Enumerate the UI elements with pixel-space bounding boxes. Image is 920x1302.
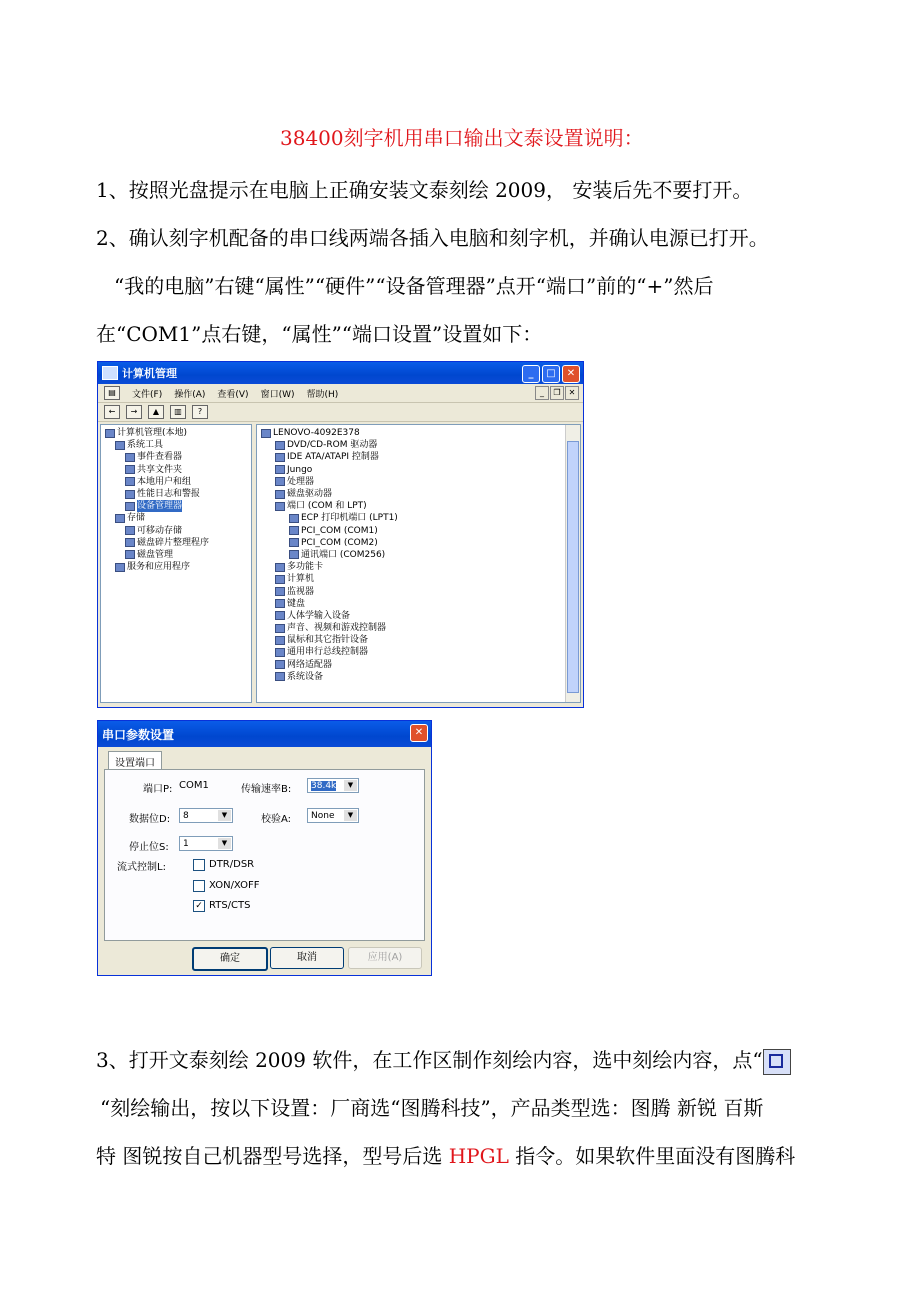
node-icon [125,477,135,486]
device-tree-item[interactable] [261,525,398,537]
device-icon [275,648,285,657]
device-tree-label: 人体学输入设备 [287,610,351,621]
device-tree-item[interactable] [261,427,398,439]
device-tree-label: 鼠标和其它指针设备 [287,635,369,646]
device-tree-item[interactable] [261,488,398,500]
device-tree-scrollbar[interactable] [565,425,580,702]
step-3-detail-2 [96,1140,795,1169]
port-value: COM1 [179,780,209,791]
device-icon [275,660,285,669]
device-tree-item[interactable] [261,500,398,512]
hpgl-highlight: HPGL [448,1144,509,1168]
node-icon [125,526,135,535]
step-3-detail-2-pre: 特 图锐按自己机器型号选择，型号后选 [96,1144,449,1168]
dialog-close-button[interactable]: ✕ [410,724,428,742]
step-2: 2、确认刻字机配备的串口线两端各插入电脑和刻字机，并确认电源已打开。 [96,226,769,250]
device-tree-item[interactable] [261,561,398,573]
device-tree-item[interactable] [261,512,398,524]
chevron-down-icon: ▼ [344,780,357,791]
minimize-button[interactable]: _ [522,365,540,383]
node-icon [105,429,115,438]
mdi-minimize-button[interactable]: _ [535,386,549,400]
dialog-title: 串口参数设置 [102,727,175,742]
device-tree-label: IDE ATA/ATAPI 控制器 [287,452,379,463]
device-tree-label: 声音、视频和游戏控制器 [287,623,387,634]
node-icon [125,490,135,499]
device-tree-item[interactable] [261,537,398,549]
mdi-restore-button[interactable]: ❐ [550,386,564,400]
dialog-titlebar [98,721,431,747]
device-icon [275,587,285,596]
node-icon [125,538,135,547]
stop-bits-label: 停止位S: [129,842,169,853]
chevron-down-icon: ▼ [344,810,357,821]
device-tree-item[interactable] [261,439,398,451]
device-icon [275,624,285,633]
device-tree-item[interactable] [261,573,398,585]
cancel-button[interactable]: 取消 [270,947,344,969]
device-tree-label: ECP 打印机端口 (LPT1) [301,513,398,524]
step-3-text: 3、打开文泰刻绘 2009 软件，在工作区制作刻绘内容，选中刻绘内容，点“ [96,1048,763,1072]
dtr-dsr-checkbox[interactable] [193,859,205,871]
device-icon [275,502,285,511]
device-icon [275,636,285,645]
left-tree-label: 事件查看器 [137,452,183,463]
left-tree-label: 服务和应用程序 [127,562,191,573]
device-tree-label: PCI_COM (COM2) [301,537,378,548]
node-icon [125,502,135,511]
left-tree-label: 计算机管理(本地) [117,428,188,439]
device-icon [261,429,271,438]
left-tree-label: 存储 [127,513,146,524]
apply-button[interactable]: 应用(A) [348,947,422,969]
node-icon [115,441,125,450]
device-tree-item[interactable] [261,622,398,634]
menu-file[interactable]: 文件(F) [132,389,163,400]
forward-icon[interactable]: → [126,405,142,419]
doc-title: 38400刻字机用串口输出文泰设置说明： [280,126,644,150]
step-2-detail-1: “我的电脑”右键“属性”“硬件”“设备管理器”点开“端口”前的“+”然后 [114,274,714,298]
device-icon [275,599,285,608]
device-icon [275,611,285,620]
step-3 [96,1044,791,1075]
left-tree-pane [100,424,252,703]
close-button[interactable]: ✕ [562,365,580,383]
left-tree-item[interactable] [105,427,209,439]
device-tree-label: PCI_COM (COM1) [301,525,378,536]
device-icon [289,550,299,559]
left-tree-item[interactable] [105,439,209,451]
device-tree-item[interactable] [261,549,398,561]
device-icon [289,514,299,523]
device-icon [275,575,285,584]
window-title: 计算机管理 [122,367,177,380]
app-icon: ▤ [104,386,120,400]
rts-cts-checkbox[interactable]: ✓ [193,900,205,912]
device-tree-label: 处理器 [287,476,315,487]
flow-control-label: 流式控制L: [117,862,166,873]
toolbar [98,403,583,422]
device-tree-label: 键盘 [287,598,306,609]
device-tree-label: 监视器 [287,586,315,597]
device-tree-label: 计算机 [287,574,315,585]
mdi-close-button[interactable]: ✕ [565,386,579,400]
computer-management-window [97,361,584,708]
device-icon [289,538,299,547]
chevron-down-icon: ▼ [218,810,231,821]
xon-xoff-label: XON/XOFF [209,880,260,891]
node-icon [115,514,125,523]
device-tree-item[interactable] [261,659,398,671]
tab-port-settings[interactable]: 设置端口 [108,751,162,771]
device-icon [289,526,299,535]
device-tree-item[interactable] [261,585,398,597]
xon-xoff-checkbox[interactable] [193,880,205,892]
left-tree-item[interactable] [105,549,209,561]
left-tree-label: 系统工具 [127,440,164,451]
help-icon[interactable]: ? [192,405,208,419]
node-icon [125,550,135,559]
device-tree-label: 通讯端口 (COM256) [301,549,386,560]
left-tree-label: 性能日志和警报 [137,489,201,500]
device-tree-label: DVD/CD-ROM 驱动器 [287,440,378,451]
maximize-button[interactable]: □ [542,365,560,383]
baud-select[interactable]: 38.4k ▼ [307,778,359,793]
device-icon [275,465,285,474]
baud-label: 传输速率B: [241,784,292,795]
device-tree-label: 端口 (COM 和 LPT) [287,501,367,512]
left-tree-label: 设备管理器 [137,501,183,512]
left-tree-label: 共享文件夹 [137,464,183,475]
device-tree-item[interactable] [261,610,398,622]
device-tree-pane [256,424,581,703]
step-2-detail-2: 在“COM1”点右键，“属性”“端口设置”设置如下： [96,322,543,346]
left-tree-label: 磁盘碎片整理程序 [137,537,210,548]
window-titlebar [98,362,583,384]
device-icon [275,563,285,572]
menu-window[interactable]: 窗口(W) [260,389,295,400]
device-icon [275,453,285,462]
device-tree-label: Jungo [287,464,313,475]
left-tree-label: 磁盘管理 [137,549,174,560]
up-folder-icon[interactable]: ▲ [148,405,164,419]
menu-bar [98,384,583,403]
left-tree-label: 本地用户和组 [137,476,192,487]
device-tree-label: 通用串行总线控制器 [287,647,369,658]
device-tree-label: 系统设备 [287,671,324,682]
data-bits-label: 数据位D: [129,814,171,825]
menu-help[interactable]: 帮助(H) [306,389,339,400]
device-tree-item[interactable] [261,464,398,476]
step-3-detail-2-post: 指令。如果软件里面没有图腾科 [508,1144,796,1168]
computer-management-icon [102,366,118,380]
plot-output-icon [763,1049,791,1075]
left-tree-item[interactable] [105,464,209,476]
left-tree-item[interactable] [105,537,209,549]
show-tree-icon[interactable]: ▥ [170,405,186,419]
device-tree-item[interactable] [261,634,398,646]
port-label: 端口P: [143,784,173,795]
device-tree-item[interactable] [261,451,398,463]
left-tree-item[interactable] [105,451,209,463]
rts-cts-label: RTS/CTS [209,900,251,911]
node-icon [125,465,135,474]
device-tree-label: 多功能卡 [287,562,324,573]
parity-label: 校验A: [261,814,292,825]
device-tree-item[interactable] [261,671,398,683]
chevron-down-icon: ▼ [218,838,231,849]
left-tree-item[interactable] [105,488,209,500]
left-tree-item[interactable] [105,525,209,537]
left-tree-item[interactable] [105,500,209,512]
device-tree-item[interactable] [261,476,398,488]
back-icon[interactable]: ← [104,405,120,419]
port-settings-panel [104,769,425,941]
left-tree-item[interactable] [105,561,209,573]
node-icon [115,563,125,572]
device-icon [275,477,285,486]
left-tree-item[interactable] [105,512,209,524]
left-tree-item[interactable] [105,476,209,488]
device-tree-label: 磁盘驱动器 [287,489,333,500]
dtr-dsr-label: DTR/DSR [209,859,255,870]
device-tree-label: 网络适配器 [287,659,333,670]
menu-action[interactable]: 操作(A) [174,389,206,400]
serial-settings-dialog [97,720,432,976]
ok-button[interactable]: 确定 [192,947,268,971]
device-tree-item[interactable] [261,598,398,610]
menu-view[interactable]: 查看(V) [217,389,249,400]
stop-bits-select[interactable]: 1 ▼ [179,836,233,851]
device-icon [275,441,285,450]
device-icon [275,672,285,681]
data-bits-select[interactable]: 8 ▼ [179,808,233,823]
step-3-detail-1: “刻绘输出，按以下设置：厂商选“图腾科技”，产品类型选：图腾 新锐 百斯 [100,1096,764,1120]
device-tree-item[interactable] [261,646,398,658]
node-icon [125,453,135,462]
device-icon [275,490,285,499]
parity-select[interactable]: None ▼ [307,808,359,823]
left-tree-label: 可移动存储 [137,525,183,536]
device-tree-label: LENOVO-4092E378 [273,428,360,439]
step-1: 1、按照光盘提示在电脑上正确安装文泰刻绘 2009， 安装后先不要打开。 [96,178,753,202]
